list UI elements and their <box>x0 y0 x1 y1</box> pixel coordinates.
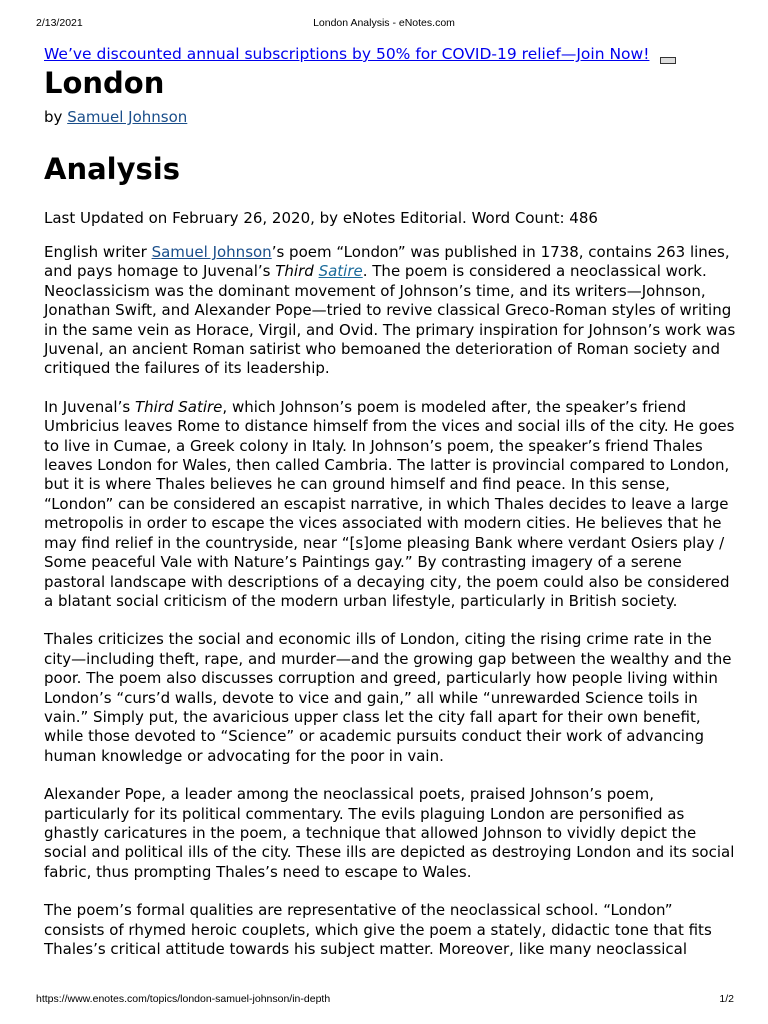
third-satire-italic: Third Satire <box>134 397 223 416</box>
section-title: Analysis <box>44 152 180 186</box>
print-url: https://www.enotes.com/topics/london-samuel-johnson/in-depth <box>36 993 331 1005</box>
article <box>44 43 736 958</box>
satire-link[interactable]: Satire <box>318 262 363 281</box>
print-header <box>0 17 768 31</box>
promo-banner <box>44 43 734 65</box>
article-body <box>44 243 736 978</box>
author-link[interactable]: Samuel Johnson <box>67 108 188 126</box>
byline <box>44 106 734 128</box>
last-updated-meta: Last Updated on February 26, 2020, by eNotes Editorial. Word Count: 486 <box>44 209 598 227</box>
paragraph-1-text-c: . The poem is considered a neoclassical work. Neoclassicism was the dominant movement of Johnson’s time, and its writers—Johnson, Jonathan Swift, and Alexander Pope—tried to revive classical Greco-Roman styles of writing in the same vein as Horace, Virgil, and Ovid. The primary inspiration for Johnson’s work was Juvenal, an ancient Roman satirist who bemoaned the deterioration of Roman society and critiqued the failures of its leadership. <box>44 262 736 378</box>
author-inline-link[interactable]: Samuel Johnson <box>151 243 272 261</box>
page-number: 1/2 <box>719 993 734 1005</box>
paragraph-1-text-b: ’s poem “London” was published in 1738, contains 263 lines, and pays homage to Juvenal’s <box>44 243 730 281</box>
paragraph-3: Thales criticizes the social and economic ills of London, citing the rising crime rate in the city—including theft, rape, and murder—and the growing gap between the wealthy and the poor. The poem also discusses corruption and greed, particularly how people living within London’s “curs’d walls, devote to vice and gain,” all while “unrewarded Science toils in vain.” Simply put, the avaricious upper class let the city fall apart for their own benefit, while those devoted to “Science” or academic pursuits conduct their work of advancing human knowledge or advocating for the poor in vain. <box>44 630 732 765</box>
paragraph-5: The poem’s formal qualities are representative of the neoclassical school. “London” consists of rhymed heroic couplets, which give the poem a stately, didactic tone that fits Thales’s critical attitude towards his subject matter. Moreover, like many neoclassical <box>44 901 712 958</box>
close-icon[interactable] <box>660 57 676 64</box>
print-date: 2/13/2021 <box>36 17 83 29</box>
print-footer <box>0 993 768 1007</box>
paragraph-2 <box>44 398 736 611</box>
paragraph-2-text-a: In Juvenal’s <box>44 397 135 416</box>
byline-prefix: by <box>44 108 63 126</box>
paragraph-2-text-b: , which Johnson’s poem is modeled after, the speaker’s friend Umbricius leaves Rome to distance himself from the vices and social ills of the city. He goes to live in Cumae, a Greek colony in Italy. In Johnson’s poem, the speaker’s friend Thales leaves London for Wales, then called Cambria. The latter is provincial compared to London, but it is where Thales believes he can ground himself and find peace. In this sense, “London” can be considered an escapist narrative, in which Thales decides to leave a large metropolis in order to escape the vices associated with modern cities. He believes that he may find relief in the countryside, near “[s]ome pleasing Bank where verdant Osiers play / Some peaceful Vale with Nature’s Paintings gay.” By contrasting imagery of a serene pastoral landscape with descriptions of a decaying city, the poem could also be considered a blatant social criticism of the modern urban lifestyle, particularly in British society. <box>44 397 735 610</box>
promo-link[interactable]: We’ve discounted annual subscriptions by 50% for COVID-19 relief—Join Now! <box>44 45 650 63</box>
third-italic: Third <box>275 262 314 281</box>
paragraph-1 <box>44 243 736 379</box>
paragraph-1-text-a: English writer <box>44 243 152 261</box>
work-title: London <box>44 66 165 100</box>
paragraph-4: Alexander Pope, a leader among the neoclassical poets, praised Johnson’s poem, particularly for its political commentary. The evils plaguing London are personified as ghastly caricatures in the poem, a technique that allowed Johnson to vividly depict the social and political ills of the city. These ills are depicted as destroying London and its social fabric, thus prompting Thales’s need to escape to Wales. <box>44 785 735 881</box>
print-page-title: London Analysis - eNotes.com <box>313 17 455 29</box>
